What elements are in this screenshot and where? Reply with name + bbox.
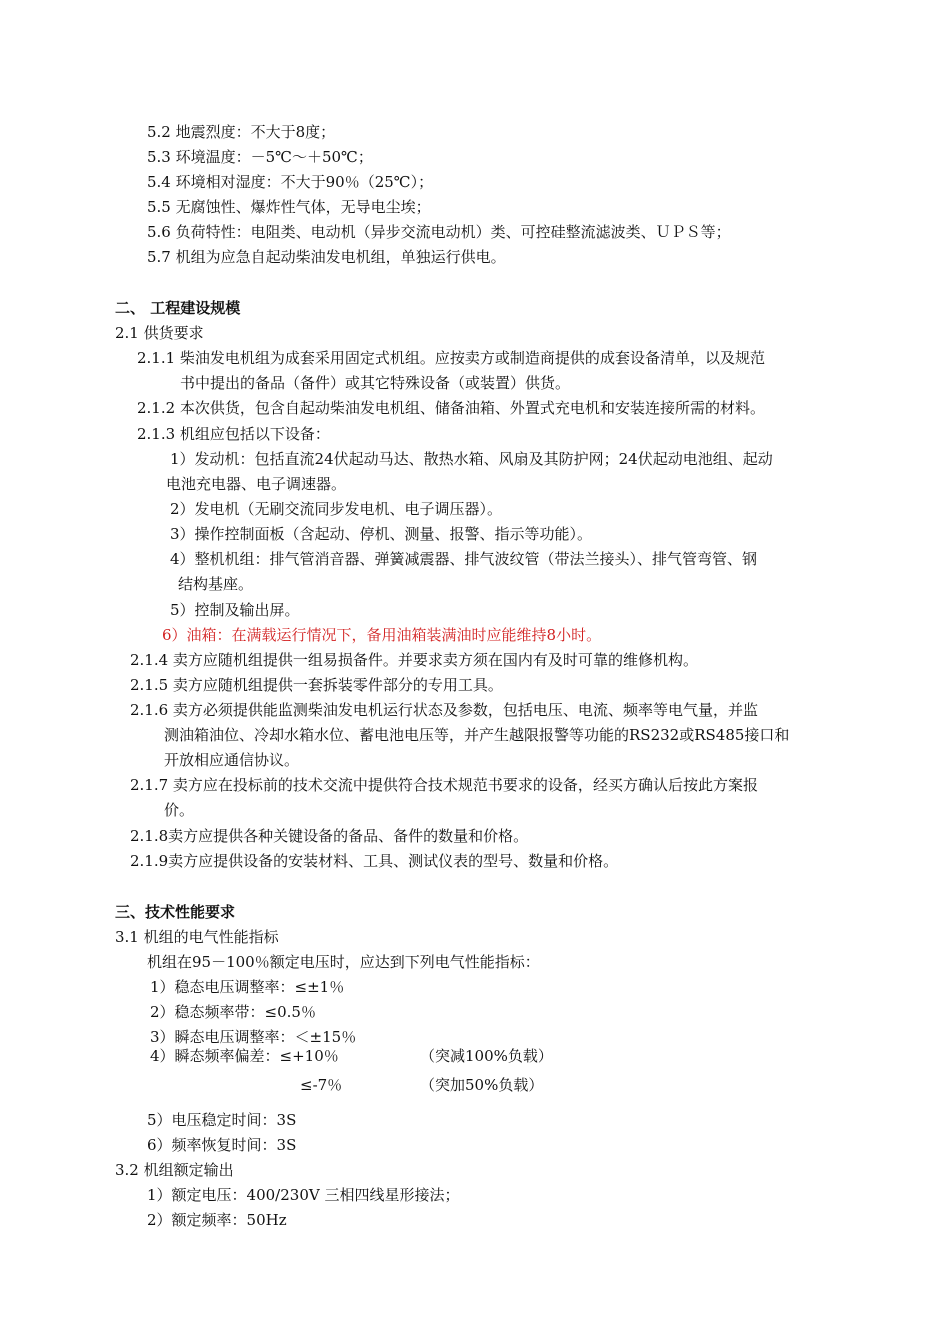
item-5-3: 5.3 环境温度：－5℃～＋50℃； — [147, 148, 373, 166]
subsection-3-2: 3.2 机组额定输出 — [115, 1161, 234, 1179]
item-2-1-6-cont2: 开放相应通信协议。 — [164, 751, 300, 769]
equipment-6-highlight: 6）油箱：在满载运行情况下，备用油箱装满油时应能维持8小时。 — [162, 626, 602, 644]
performance-1: 1）稳态电压调整率：≤±1％ — [150, 978, 345, 996]
performance-4: 4）瞬态频率偏差：≤+10％ — [150, 1047, 339, 1065]
subsection-3-1: 3.1 机组的电气性能指标 — [115, 928, 279, 946]
subsection-2-1: 2.1 供货要求 — [115, 324, 204, 342]
equipment-1: 1）发动机：包括直流24伏起动马达、散热水箱、风扇及其防护网；24伏起动电池组、起动 — [170, 450, 773, 468]
output-1: 1）额定电压：400/230V 三相四线星形接法； — [147, 1186, 460, 1204]
performance-4b-note: （突加50%负载） — [420, 1076, 544, 1094]
item-2-1-8: 2.1.8卖方应提供各种关键设备的备品、备件的数量和价格。 — [130, 827, 529, 845]
section-3-heading: 三、技术性能要求 — [115, 903, 236, 921]
item-2-1-5: 2.1.5 卖方应随机组提供一套拆装零件部分的专用工具。 — [130, 676, 503, 694]
output-2: 2）额定频率：50Hz — [147, 1211, 287, 1229]
item-5-2: 5.2 地震烈度：不大于8度； — [147, 123, 336, 141]
performance-5: 5）电压稳定时间：3S — [147, 1111, 297, 1129]
item-5-4: 5.4 环境相对湿度：不大于90％（25℃）； — [147, 173, 434, 191]
item-2-1-6-cont1: 测油箱油位、冷却水箱水位、蓄电池电压等，并产生越限报警等功能的RS232或RS485接口和 — [164, 726, 790, 744]
item-2-1-1-cont: 书中提出的备品（备件）或其它特殊设备（或装置）供货。 — [180, 374, 571, 392]
item-2-1-9: 2.1.9卖方应提供设备的安装材料、工具、测试仪表的型号、数量和价格。 — [130, 852, 619, 870]
performance-intro: 机组在95－100％额定电压时，应达到下列电气性能指标： — [147, 953, 540, 971]
item-5-6: 5.6 负荷特性：电阻类、电动机（异步交流电动机）类、可控硅整流滤波类、ＵＰＳ等； — [147, 223, 731, 241]
section-2-heading: 二、 工程建设规模 — [115, 299, 241, 317]
item-2-1-6: 2.1.6 卖方必须提供能监测柴油发电机运行状态及参数，包括电压、电流、频率等电气量，并监 — [130, 701, 758, 719]
equipment-4: 4）整机机组：排气管消音器、弹簧减震器、排气波纹管（带法兰接头）、排气管弯管、钢 — [170, 550, 758, 568]
item-2-1-4: 2.1.4 卖方应随机组提供一组易损备件。并要求卖方须在国内有及时可靠的维修机构。 — [130, 651, 698, 669]
item-5-7: 5.7 机组为应急自起动柴油发电机组，单独运行供电。 — [147, 248, 506, 266]
performance-4b: ≤-7％ — [300, 1076, 343, 1094]
performance-3: 3）瞬态电压调整率：＜±15％ — [150, 1028, 357, 1046]
equipment-5: 5）控制及输出屏。 — [170, 601, 300, 619]
item-2-1-3: 2.1.3 机组应包括以下设备： — [137, 425, 330, 443]
item-5-5: 5.5 无腐蚀性、爆炸性气体，无导电尘埃； — [147, 198, 431, 216]
item-2-1-7-cont: 价。 — [164, 801, 195, 819]
equipment-3: 3）操作控制面板（含起动、停机、测量、报警、指示等功能）。 — [170, 525, 593, 543]
performance-4-note: （突减100%负载） — [420, 1047, 553, 1065]
item-2-1-2: 2.1.2 本次供货，包含自起动柴油发电机组、储备油箱、外置式充电机和安装连接所需的材料。 — [137, 399, 765, 417]
item-2-1-7: 2.1.7 卖方应在投标前的技术交流中提供符合技术规范书要求的设备，经买方确认后按此方案报 — [130, 776, 758, 794]
equipment-1-cont: 电池充电器、电子调速器。 — [166, 475, 347, 493]
performance-6: 6）频率恢复时间：3S — [147, 1136, 297, 1154]
equipment-4-cont: 结构基座。 — [178, 575, 254, 593]
performance-2: 2）稳态频率带：≤0.5％ — [150, 1003, 316, 1021]
item-2-1-1: 2.1.1 柴油发电机组为成套采用固定式机组。应按卖方或制造商提供的成套设备清单，以及规范 — [137, 349, 765, 367]
equipment-2: 2）发电机（无刷交流同步发电机、电子调压器）。 — [170, 500, 503, 518]
